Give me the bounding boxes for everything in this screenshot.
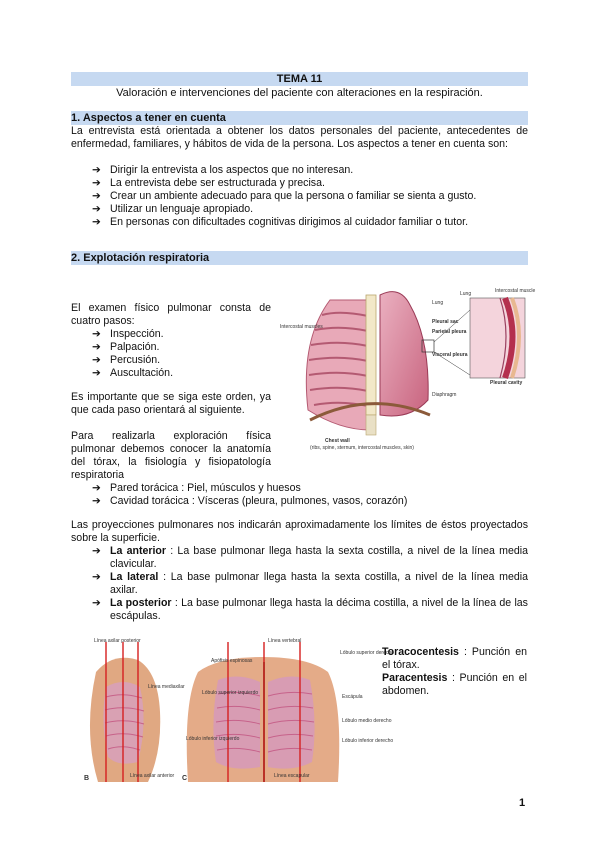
label-panel-b: B: [84, 775, 90, 782]
arrow-icon: ➔: [92, 495, 101, 507]
exam-intro: El examen físico pulmonar consta de cuatro pasos:: [71, 302, 271, 327]
arrow-icon: ➔: [92, 571, 101, 583]
page-number: 1: [519, 797, 526, 809]
list-item: ➔ Percusión.: [92, 354, 161, 366]
label-visceral-pleura: Visceral pleura: [432, 352, 468, 358]
label-linea-escapular: Línea escapular: [274, 773, 310, 779]
label-lung: Lung: [432, 300, 444, 306]
label-lobulo-medio-derecho: Lóbulo medio derecho: [342, 718, 392, 724]
label-linea-axilar-posterior: Línea axilar posterior: [94, 638, 141, 644]
label-lobulo-superior-derecho: Lóbulo superior derecho: [340, 650, 394, 656]
label-lung-small: Lung: [460, 291, 472, 297]
label-escapula: Escápula: [342, 694, 363, 700]
arrow-icon: ➔: [92, 164, 101, 176]
lung-right: [380, 292, 428, 416]
knowledge-note: Para realizarla exploración física pulmonar debemos conocer la anatomía del tórax, la fisiología y fisiopatología respiratoria: [71, 430, 271, 481]
arrow-icon: ➔: [92, 367, 101, 379]
section-1-intro: La entrevista está orientada a obtener los datos personales del paciente, antecedentes de enfermedad, familiares, y hábitos de vida de la persona. Los aspectos a tener en cuenta son:: [71, 125, 528, 150]
label-lobulo-inferior-derecho: Lóbulo inferior derecho: [342, 738, 394, 744]
definition-paracentesis: Paracentesis : Punción en el abdomen.: [382, 672, 527, 697]
projections-list: [92, 545, 528, 623]
list-item: ➔ Dirigir la entrevista a los aspectos que no interesan.: [92, 164, 354, 176]
page-subtitle: Valoración e intervenciones del paciente con alteraciones en la respiración.: [116, 87, 483, 99]
list-item: ➔ La posterior : La base pulmonar llega hasta la décima costilla, a nivel de la línea de las escápulas.: [92, 597, 528, 622]
label-parietal-pleura: Parietal pleura: [432, 329, 467, 335]
label-lobulo-superior-izquierdo: Lóbulo superior izquierdo: [202, 690, 259, 696]
sternum: [366, 295, 376, 415]
section-1-heading: 1. Aspectos a tener en cuenta: [71, 111, 528, 125]
section-1-bullets: [92, 164, 532, 229]
arrow-icon: ➔: [92, 216, 101, 228]
label-chest-wall-note: (ribs, spine, sternum, intercostal muscles, skin): [310, 445, 414, 451]
arrow-icon: ➔: [92, 190, 101, 202]
label-linea-axilar-anterior: Línea axilar anterior: [130, 773, 175, 779]
list-item: ➔ Utilizar un lenguaje apropiado.: [92, 203, 254, 215]
label-diaphragm: Diaphragm: [432, 392, 457, 398]
arrow-icon: ➔: [92, 482, 101, 494]
arrow-icon: ➔: [92, 545, 101, 557]
arrow-icon: ➔: [92, 177, 101, 189]
list-item: ➔ Crear un ambiente adecuado para que la persona o familiar se sienta a gusto.: [92, 190, 477, 202]
section-2-heading: 2. Explotación respiratoria: [71, 251, 528, 265]
arrow-icon: ➔: [92, 203, 101, 215]
label-linea-vertebral: Línea vertebral: [268, 638, 302, 644]
list-item: ➔ Pared torácica : Piel, músculos y huesos: [92, 482, 301, 494]
list-item: ➔ Palpación.: [92, 341, 160, 353]
label-linea-mediaxilar: Línea mediaxilar: [148, 684, 185, 690]
lung-anatomy-figure: [280, 280, 536, 465]
label-pleural-sac: Pleural sac: [432, 319, 459, 325]
lung-projection-figure: [78, 632, 394, 788]
arrow-icon: ➔: [92, 354, 101, 366]
thorax-list: [92, 482, 522, 508]
arrow-icon: ➔: [92, 597, 101, 609]
list-item: ➔ Auscultación.: [92, 367, 174, 379]
list-item: ➔ La anterior : La base pulmonar llega hasta la sexta costilla, a nivel de la línea media clavicular.: [92, 545, 528, 570]
label-chest-wall: Chest wall: [325, 438, 350, 444]
definition-toracocentesis: Toracocentesis : Punción en el tórax.: [382, 646, 527, 671]
order-note: Es importante que se siga este orden, ya que cada paso orientará al siguiente.: [71, 391, 271, 416]
projections-intro: Las proyecciones pulmonares nos indicarán aproximadamente los límites de éstos proyectados sobre la superficie.: [71, 519, 528, 544]
page-title: TEMA 11: [71, 72, 528, 86]
label-lobulo-inferior-izquierdo: Lóbulo inferior izquierdo: [186, 736, 240, 742]
label-intercostal-muscle: Intercostal muscle: [495, 288, 536, 294]
label-panel-c: C: [182, 775, 188, 782]
label-pleural-cavity: Pleural cavity: [490, 380, 523, 386]
label-intercostal-muscles: Intercostal muscles: [280, 324, 323, 330]
list-item: ➔ La lateral : La base pulmonar llega hasta la sexta costilla, a nivel de la línea media axilar.: [92, 571, 528, 596]
list-item: ➔ La entrevista debe ser estructurada y precisa.: [92, 177, 325, 189]
list-item: ➔ En personas con dificultades cognitivas dirigimos al cuidador familiar o tutor.: [92, 216, 469, 228]
list-item: ➔ Inspección.: [92, 328, 164, 340]
label-apofisis-espinosas: Apófisis espinosas: [211, 658, 253, 664]
arrow-icon: ➔: [92, 328, 101, 340]
exam-steps: [92, 328, 272, 380]
list-item: ➔ Cavidad torácica : Vísceras (pleura, pulmones, vasos, corazón): [92, 495, 408, 507]
arrow-icon: ➔: [92, 341, 101, 353]
